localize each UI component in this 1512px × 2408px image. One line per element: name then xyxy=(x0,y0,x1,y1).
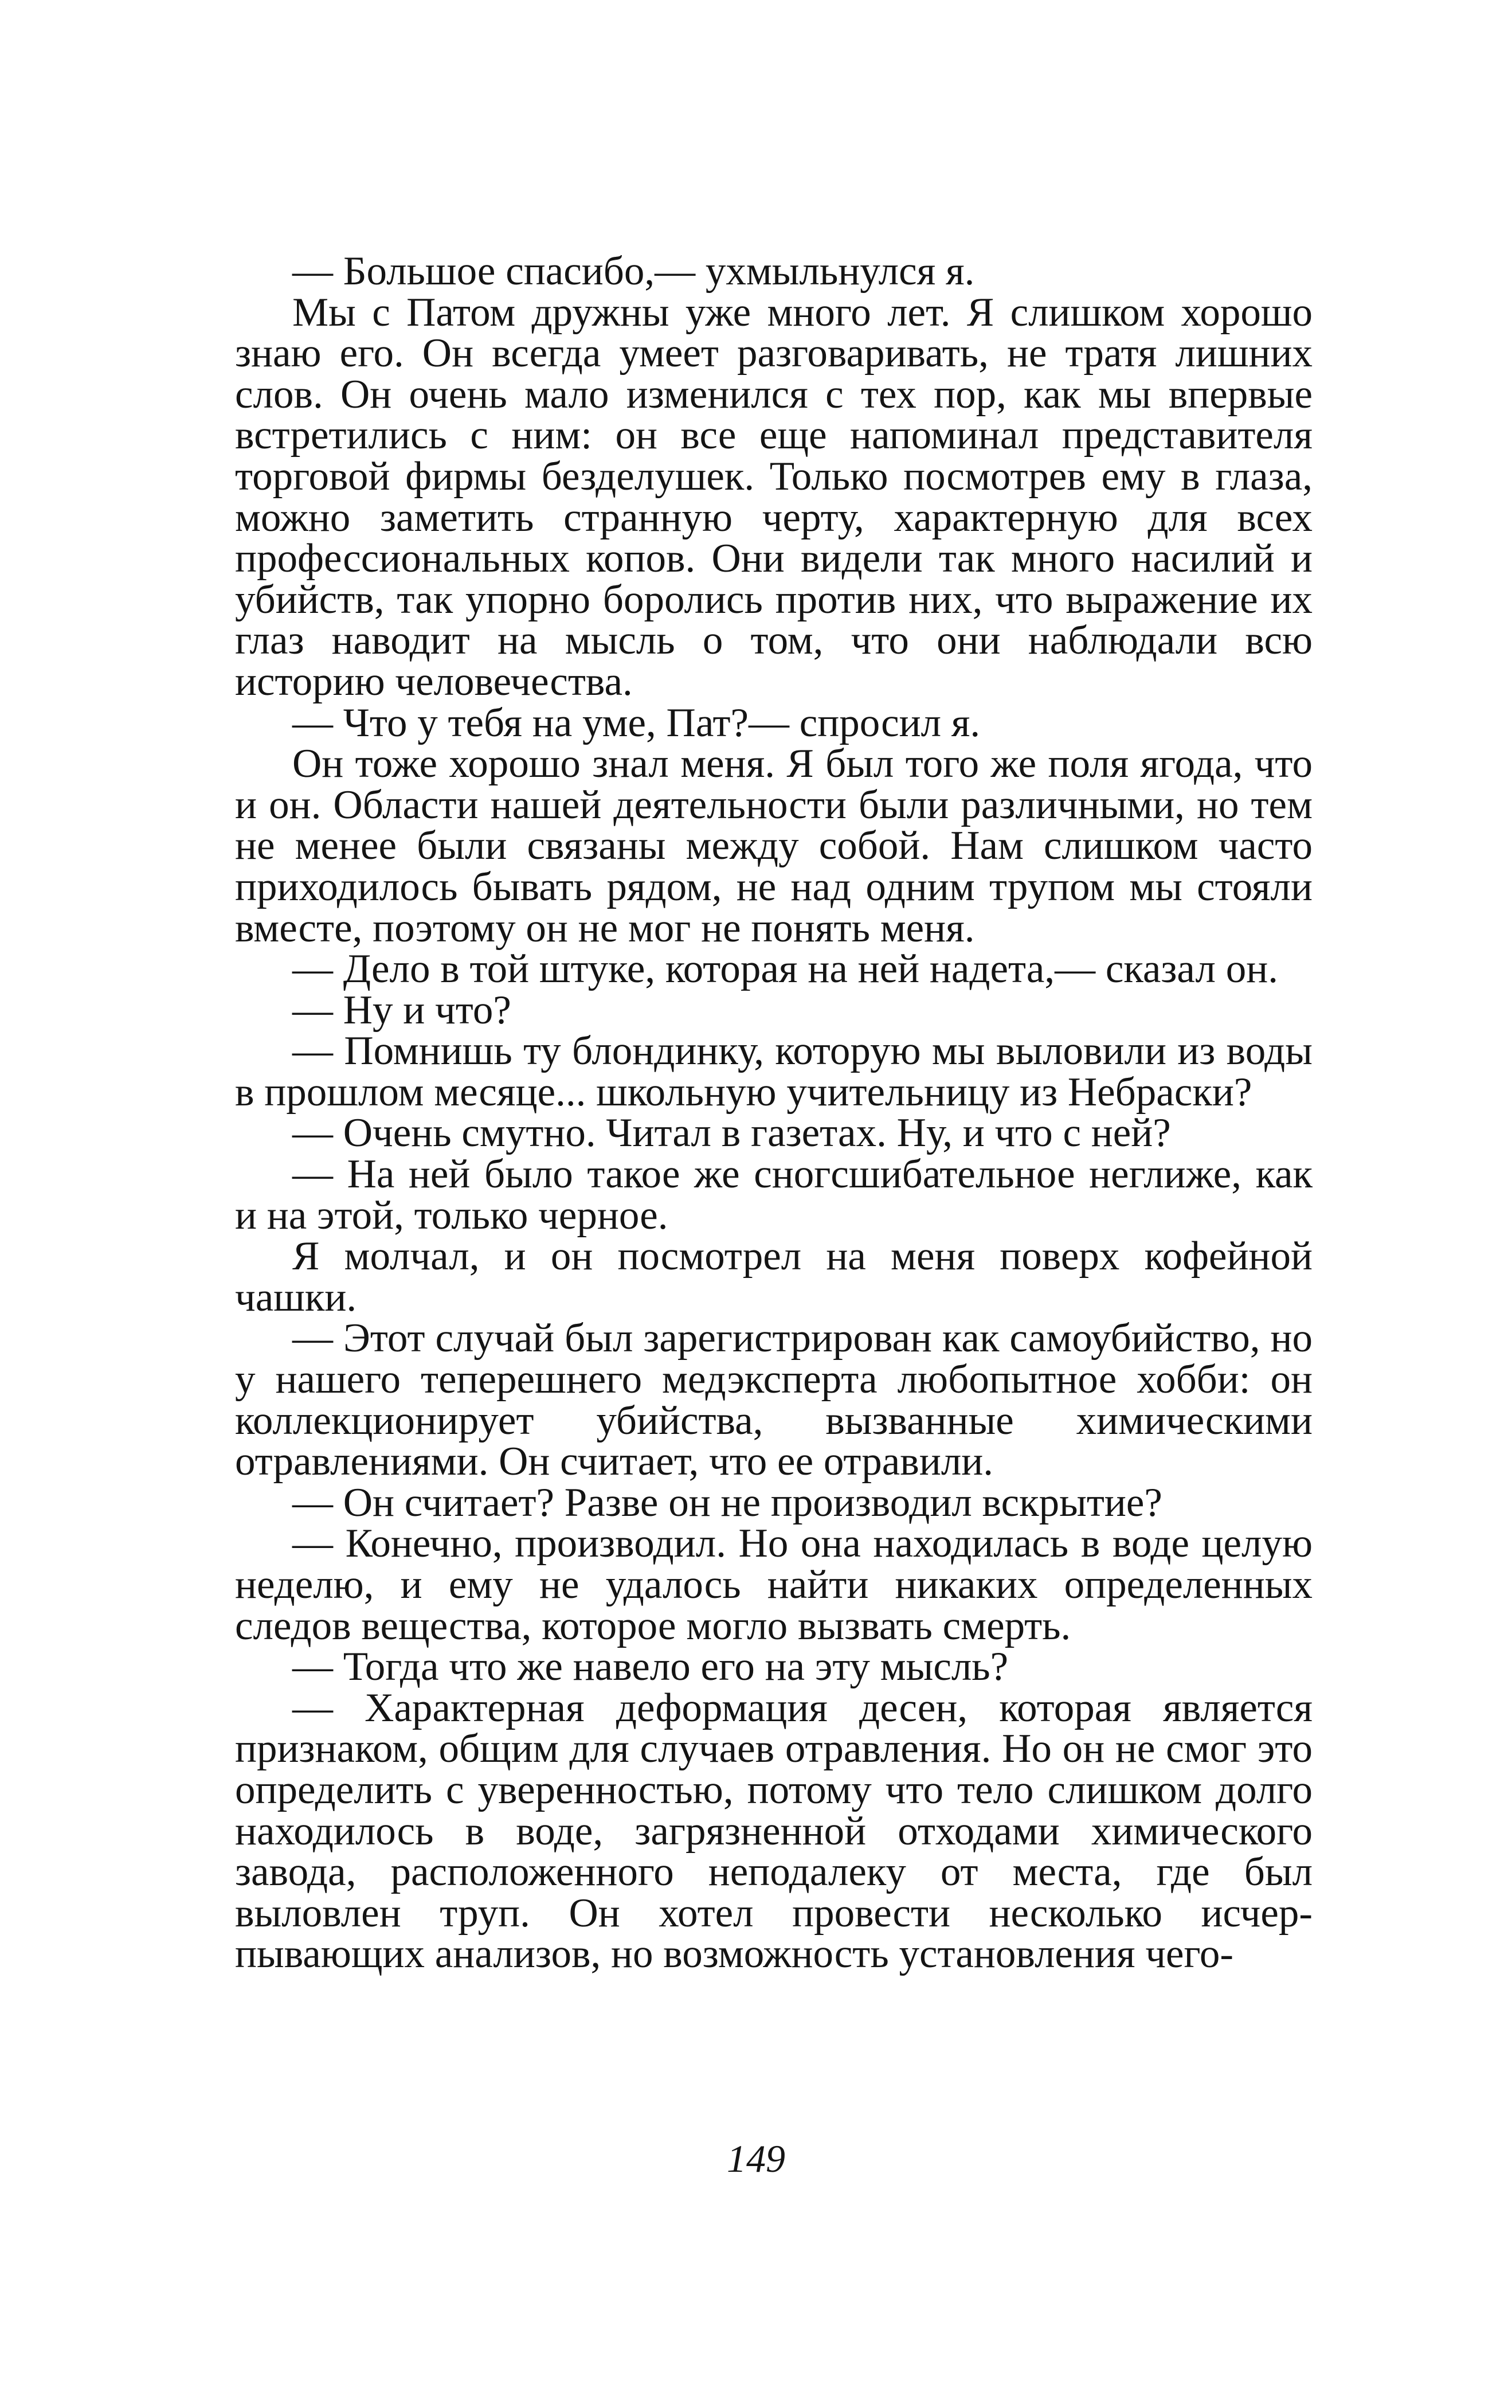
paragraph-12: — Он считает? Разве он не производил вскрытие? xyxy=(292,1480,1162,1525)
page-number: 149 xyxy=(727,2137,785,2180)
paragraph-6: — Ну и что? xyxy=(292,987,511,1033)
page-text-block xyxy=(235,251,1313,1975)
paragraph-1: — Большое спасибо,— ухмыльнулся я. xyxy=(292,249,975,294)
paragraph-2: Мы с Патом дружны уже много лет. Я слишком хорошо знаю его. Он всегда умеет разговаривать, не тратя лишних слов. Он очень мало изменился с тех пор, как мы впервые встретились с ним: он все еще напоминал представителя торговой фирмы безделушек. Только посмотрев ему в глаза, можно заметить странную черту, характерную для всех профессиональных копов. Они видели так много насилий и убийств, так упорно боролись против них, что выражение их глаз наводит на мысль о том, что они наблюдали всю историю человечества. xyxy=(235,290,1313,704)
paragraph-11: — Этот случай был зарегистрирован как самоубийство, но у нашего теперешнего медэксперта любопытное хобби: он коллекционирует убийства, вызванные химическими отравлениями. Он считает, что ее отравили. xyxy=(235,1316,1313,1484)
paragraph-5: — Дело в той штуке, которая на ней надета,— сказал он. xyxy=(292,947,1278,992)
paragraph-15: — Характерная деформация десен, которая является признаком, общим для случаев отравления. Но он не смог это определить с уверенностью, потому что тело слишком долго находилось в воде, загрязненной отходами химического завода, расположенного неподалеку от места, где был выловлен труп. Он хотел провести несколько исчерпывающих анализов, но возможность установления чего- xyxy=(235,1685,1313,1977)
paragraph-3: — Что у тебя на уме, Пат?— спросил я. xyxy=(292,700,981,745)
paragraph-13: — Конечно, производил. Но она находилась в воде целую неделю, и ему не удалось найти никаких определенных следов вещества, которое могло вызвать смерть. xyxy=(235,1521,1313,1648)
paragraph-14: — Тогда что же навело его на эту мысль? xyxy=(292,1644,1009,1690)
paragraph-7: — Помнишь ту блондинку, которую мы выловили из воды в прошлом месяце... школьную учительницу из Небраски? xyxy=(235,1029,1313,1115)
paragraph-10: Я молчал, и он посмотрел на меня поверх кофейной чашки. xyxy=(235,1234,1313,1320)
paragraph-9: — На ней было такое же сногсшибательное неглиже, как и на этой, только черное. xyxy=(235,1152,1313,1238)
paragraph-4: Он тоже хорошо знал меня. Я был того же поля ягода, что и он. Области нашей деятельности были различными, но тем не менее были связаны между собой. Нам слишком часто приходилось бывать рядом, не над одним трупом мы стояли вместе, поэтому он не мог не понять меня. xyxy=(235,741,1313,951)
paragraph-8: — Очень смутно. Читал в газетах. Ну, и что с ней? xyxy=(292,1111,1171,1156)
